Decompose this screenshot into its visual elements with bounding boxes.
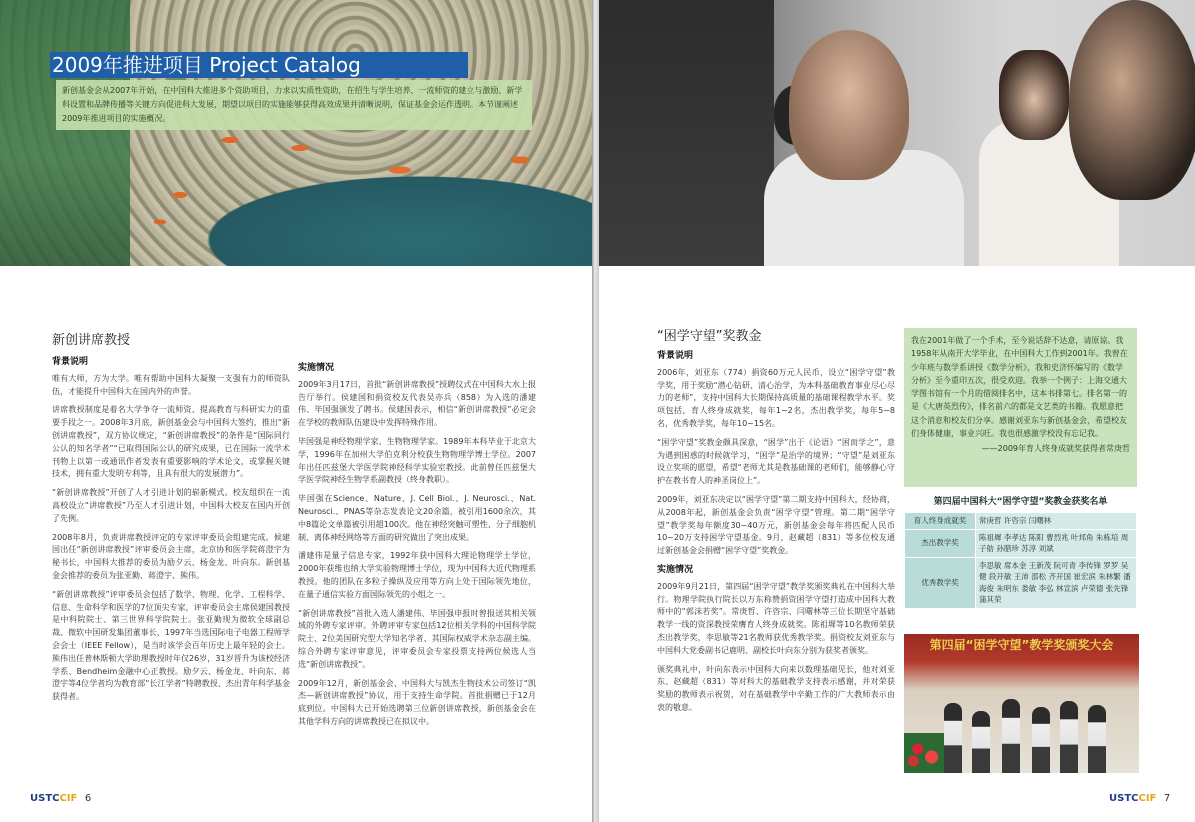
paragraph: 毕国强是神经物理学家、生物物理学家。1989年本科毕业于北京大学，1996年在加州大学伯克利分校获生物物理学博士学位。2007年出任匹兹堡大学医学院神经科学实验室教授。此前曾任匹兹堡大学医学院神经生物学系副教授（终身教职）。	[298, 436, 536, 485]
winners-title: 第四届中国科大“困学守望”奖教金获奖名单	[933, 497, 1108, 507]
table-row	[905, 557, 1137, 608]
quote-text: 我在2001年做了一个手术，至今说话辞不达意，请原谅。我1958年从南开大学毕业，在中国科大工作到2001年。我曾在少年班与数学系讲授《数学分析》，我和史济怀编写的《数学分析》至今重印五次，很受欢迎。我举一个例子：上海交通大学图书馆有一个月的借阅排名中，这本书排第七。排名第一的是《大唐英烈传》，排名前六的都是文艺类的书籍。我愿意把这个消息和校友们分享。感谢刘亚东与新创基金会，希望校友们身体健康，事业兴旺。我也很感激学校没有忘记我。	[911, 336, 1128, 439]
right-column-1	[657, 344, 895, 721]
paragraph: “困学守望”奖教金颇具深意，“困学”出于《论语》“困而学之”，意为遇到困惑的时候就学习，“困学”是治学的境界；“守望”是刘亚东设立奖项的愿望，希望“老师尤其是教基础课的老师们，能够静心守护在教书育人的神圣岗位上”。	[657, 437, 895, 486]
page-number: 7	[1163, 793, 1171, 804]
page-number: 6	[84, 793, 92, 804]
paragraph: 毕国强在Science、Nature、J. Cell Biol.、J. Neurosci.、Nat. Neurosci.、PNAS等杂志发表论文20余篇，被引用1600余次，其中8篇论文单篇被引用超100次。他在神经突触可塑性、分子细胞机制、离体神经网络等方面的研究做出了突出成果。	[298, 494, 536, 542]
paragraph: 2009年9月21日，第四届“困学守望”教学奖颁奖典礼在中国科大举行。物理学院执行院长以万东称赞捐资困学守望打造成中国科大教师中的“郭沫若奖”。常庚哲、许咨宗、闫曙林等三位长期坚守基础教学一线的资深教授荣膺育人终身成就奖。陈祖墀等10名教师荣获杰出教学奖，李思敏等21名教师获优秀教学奖。捐资校友刘亚东与中国科大党委副书记鹿明、副校长叶向东分别为获奖者颁奖。	[657, 581, 895, 655]
person-figure	[1060, 701, 1078, 773]
paragraph: 2006年，刘亚东（774）捐资60万元人民币，设立“困学守望”教学奖，用于奖励“潜心钻研、清心治学，为本科基础教育事业尽心尽力的老师”，支持中国科大长期保持高质量的基础课程教学水平。奖项包括，育人终身成就奖，每年1~2名，杰出教学奖，每年5~8名，优秀教学奖，每年10~15名。	[657, 367, 895, 428]
teacher-photo	[599, 0, 1195, 266]
ceremony-banner: 第四届“困学守望”教学奖颁奖大会	[929, 638, 1114, 652]
person-figure	[944, 703, 962, 773]
paragraph: 讲席教授制度是着名大学争夺一流师资、提高教育与科研实力的重要手段之一。2008年3月底，新创基金会与中国科大签约，推出“新创讲席教授”，双方协议规定，“新创讲席教授”的条件是“国际同行公认的知名学者”“已取得国际公认的研究成果，已在国际一流学术刊物上以第一或通讯作者发表有重要影响的学术论文，或掌握关键技术，拥有重大发明专利等，且具有很大的发展潜力”。	[52, 405, 290, 479]
award-category: 优秀教学奖	[905, 557, 976, 608]
award-names: 陈祖墀 李孝达 陈阳 曹烈兆 叶邦角 朱栋培 周子舫 孙腊珍 苏淳 刘斌	[976, 529, 1137, 557]
heading-implementation: 实施情况	[657, 564, 694, 575]
person-figure	[972, 711, 990, 773]
table-row	[905, 513, 1137, 530]
page-footer-right	[1109, 793, 1170, 804]
catalog-intro: 新创基金会从2007年开始，在中国科大推进多个资助项目，力求以实质性资助，在招生与学生培养、一流师资的建立与激励、新学科设置和品牌传播等关键方向促进科大发展，期望以项目的实施能够获得高效成果并清晰说明，保证基金会运作透明。本节谨阐述2009年推进项目的实施概况。	[56, 80, 532, 130]
paragraph: 2009年12月，新创基金会、中国科大与凯杰生物技术公司签订“凯杰—新创讲席教授”协议，用于支持生命学院。首批捐赠已于12月底到位。中国科大已开始选聘第三位新创讲席教授，新创基金会在其他学科方向的讲席教授已在拟议中。	[298, 678, 536, 726]
person-silhouette	[999, 50, 1069, 140]
heading-background: 背景说明	[657, 351, 694, 361]
brand-ustc: USTC	[1109, 793, 1139, 804]
person-figure	[1002, 699, 1020, 773]
paragraph: “新创讲席教授”首批入选人潘建伟、毕国强申报时曾报送其相关领域的外聘专家评审。外聘评审专家包括12位相关学科的中国科学院院士、2位美国研究型大学知名学者、其国际权威学术杂志副主编。综合外聘专家评审意见，评审委员会专家投票支持两位候选人当选“新创讲席教授”。	[298, 608, 536, 669]
award-category: 育人终身成就奖	[905, 513, 976, 530]
section-title-award: “困学守望”奖教金	[657, 329, 762, 344]
person-silhouette	[789, 30, 909, 180]
page-gutter	[592, 0, 599, 822]
page-footer-left	[30, 793, 91, 804]
award-names: 常庚哲 许咨宗 闫曙林	[976, 513, 1137, 530]
paragraph: 颁奖典礼中，叶向东表示中国科大向来以数理基础见长，他对刘亚东、赵藏超（831）等对科大的基础教学支持表示感谢，并对荣获奖励的教师表示祝贺，对在基础教学中辛勤工作的广大教师表示由衷的敬意。	[657, 664, 895, 712]
heading-background: 背景说明	[52, 357, 89, 367]
table-row	[905, 529, 1137, 557]
heading-implementation: 实施情况	[298, 363, 335, 373]
left-column-2	[298, 356, 536, 735]
ceremony-photo	[904, 634, 1139, 773]
award-category: 杰出教学奖	[905, 529, 976, 557]
person-figure	[1088, 705, 1106, 773]
brand-cif: CIF	[59, 793, 78, 804]
paragraph: 唯有大师，方为大学。唯有帮助中国科大凝聚一支强有力的师资队伍，才能提升中国科大在国内外的声誉。	[52, 373, 290, 396]
winners-table	[904, 512, 1137, 609]
left-page	[0, 0, 592, 822]
paragraph: “新创讲席教授”评审委员会包括了数学、物理、化学、工程科学、信息、生命科学和医学的7位顶尖专家，评审委员会主席侯建国教授是中科院院士、第三世界科学院院士。张亚勤现为微软全球副总裁、微软中国研发集团董事长，1997年当选国际电子电器工程师学会会士（IEEE Fellow），是当时该学会百年历史上最年轻的会士。熊伟出任普林斯顿大学助理教授时年仅26岁，31岁晋升为该校经济学系、Bendheim金融中心正教授。励夕云、杨金龙、叶向东、蒋澄宇等4位学者均为教育部“长江学者”特聘教授、杰出青年科学基金获得者。	[52, 589, 290, 702]
paragraph: “新创讲席教授”开创了人才引进计划的崭新模式。校友组织在一流高校设立“讲席教授”乃至人才引进计划，中国科大校友在国内开创了先例。	[52, 488, 290, 523]
brand-cif: CIF	[1138, 793, 1157, 804]
quote-signature: ——2009年育人终身成就奖获得者常庚哲	[981, 444, 1130, 454]
section-title-chair-professor: 新创讲席教授	[52, 333, 131, 348]
quote-box	[904, 328, 1137, 487]
blackboard	[599, 0, 774, 266]
right-page	[599, 0, 1195, 822]
paragraph: 潘建伟是量子信息专家，1992年获中国科大理论物理学士学位，2000年获维也纳大学实验物理博士学位，现为中国科大近代物理系教授。他的团队在多粒子操纵及应用等方向上处于国际领先地位，在量子通信实验方面国际领先的小组之一。	[298, 551, 536, 599]
koi-pond-photo	[0, 0, 592, 266]
person-figure	[1032, 707, 1050, 773]
person-silhouette	[1069, 0, 1195, 200]
brand-ustc: USTC	[30, 793, 60, 804]
left-column-1	[52, 350, 290, 710]
award-names: 李思敏 席本金 王新茂 阮可青 李传锋 罗罗 吴健 段开敏 王沛 邵松 齐开国 崔宏滨 朱林繁 潘海俊 朱明东 娄敏 李弘 林宣滨 卢荣德 张先锋 蒲其荣	[976, 557, 1137, 608]
grass-decoration	[0, 0, 130, 266]
paragraph: 2009年，刘亚东决定以“困学守望”第二期支持中国科大，经协商，从2008年起，新创基金会负责“困学守望”管理。第二期“困学守望”教学奖每年额度30~40万元，新创基金会每年将匹配人民币10~20万支持困学守望基金。9月，赵藏超（831）等多位校友通过新创基金会捐赠“困学守望”奖教金。	[657, 494, 895, 556]
paragraph: 2008年8月，负责讲席教授评定的专家评审委员会组建完成。候建国出任“新创讲席教授”评审委员会主席，北京协和医学院蒋澄宇为秘书长，中国科大推荐的委员为励夕云、杨金龙、叶向东。新创基金会推荐的委员为张亚勤、蒋澄宇、熊伟。	[52, 532, 290, 580]
paragraph: 2009年3月17日，首批“新创讲席教授”授聘仪式在中国科大水上报告厅举行。侯建国和捐资校友代表吴亦兵（858）为入选的潘建伟、毕国强颁发了聘书。侯建国表示，相信“新创讲席教授”必定会在学校的教师队伍建设中发挥特殊作用。	[298, 379, 536, 428]
catalog-title: 2009年推进项目 Project Catalog	[50, 52, 468, 78]
